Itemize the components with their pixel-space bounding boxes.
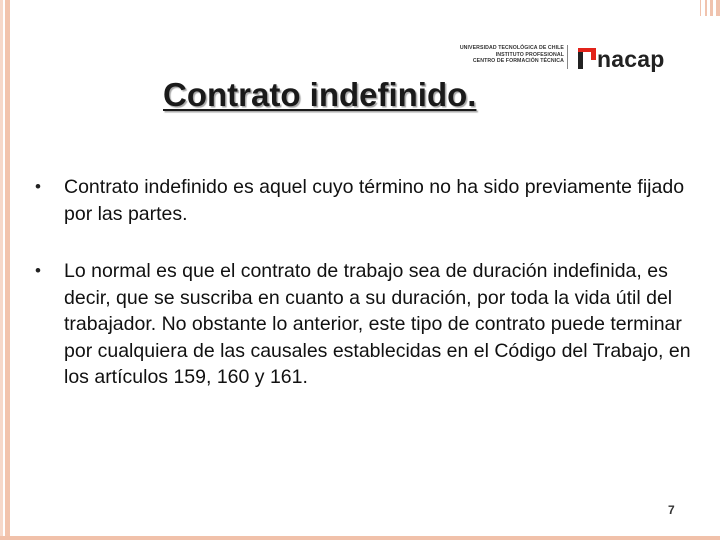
university-line: INSTITUTO PROFESIONAL — [495, 51, 564, 58]
inacap-brand-text: nacap — [597, 46, 665, 72]
university-line: UNIVERSIDAD TECNOLÓGICA DE CHILE — [459, 45, 564, 51]
bullet-text: Contrato indefinido es aquel cuyo término no ha sido previamente fijado por las partes. — [64, 176, 685, 225]
page-number: 7 — [668, 503, 675, 517]
left-decorative-border — [0, 0, 10, 540]
university-line: CENTRO DE FORMACIÓN TÉCNICA — [472, 58, 564, 64]
bullet-item — [28, 258, 698, 391]
bullet-marker: • — [35, 177, 41, 196]
slide-title: Contrato indefinido. — [163, 76, 477, 113]
university-logo-text — [446, 45, 564, 65]
bullet-item — [28, 174, 698, 227]
bottom-decorative-border — [0, 536, 720, 540]
bullet-list — [28, 174, 698, 422]
logo-divider — [567, 45, 568, 69]
bullet-marker: • — [35, 261, 41, 280]
bullet-text: Lo normal es que el contrato de trabajo sea de duración indefinida, es decir, que se suscriba en cuanto a su duración, por toda la vida útil del trabajador. No obstante lo anterior, este tipo de contrato puede terminar por cualquiera de las causales establecidas en el Código del Trabajo, en los artículos 159, 160 y 161. — [64, 260, 691, 388]
inacap-mark-icon — [577, 48, 597, 70]
corner-decoration — [684, 0, 720, 16]
